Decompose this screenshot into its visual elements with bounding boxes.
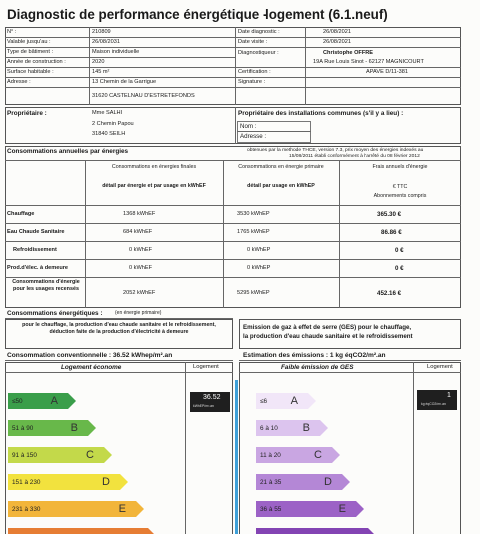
consumption-note-2: 15/08/2011 établi conformément à l'arrêté du 08 février 2012 (289, 154, 420, 159)
column-separator (235, 380, 238, 534)
energy-unit: kWhEP/m².an (193, 404, 214, 408)
row-label-total: Consommations d'énergie pour les usages recensés (12, 279, 80, 293)
info-value-certification: APAVE D/11-381 (366, 69, 408, 75)
title-right: logement (6.1.neuf) (265, 7, 388, 22)
energy_label-class-range: 231 à 330 (12, 505, 41, 513)
common-owner-nom: Nom : (240, 123, 257, 130)
ges-value: 1 (447, 392, 451, 399)
energy_label-class-arrow-tip (68, 393, 76, 409)
header-cost-top: Frais annuels d'énergie (372, 164, 428, 170)
row-ep-cooling: 0 kWhEP (247, 247, 271, 253)
row-cost-total: 452.16 € (377, 290, 402, 297)
info-label-type: Type de bâtiment : (7, 49, 54, 55)
header-ef-bold: détail par énergie et par usage en kWhEF (102, 183, 206, 189)
energy-section-title: Consommations énergétiques : (7, 310, 103, 317)
ges_label-class-bar (256, 393, 308, 409)
ges-unit: kg éqCO2/m².an (421, 402, 446, 406)
energy_label-class-bar (8, 447, 104, 463)
ges_label-class-arrow-tip (342, 474, 350, 490)
ges_label-class-arrow-tip (368, 528, 376, 534)
energy-label-logement: Logement (193, 364, 219, 370)
ges_label-class-letter: C (314, 449, 322, 461)
ges-description-1: Emission de gaz à effet de serre (GES) pour le chauffage, (243, 324, 412, 331)
energy_label-class-bar (8, 474, 120, 490)
energy_label-class-letter: E (118, 503, 126, 515)
header-ef-top: Consommations en énergies finales (111, 164, 197, 170)
info-label-number: N° : (7, 29, 17, 35)
row-ef-total: 2052 kWhEF (123, 290, 156, 296)
row-label-production: Prod.d'élec. à demeure (7, 265, 69, 271)
energy-label-header: Logement économe (61, 364, 122, 371)
header-ep-bold: détail par usage en kWhEP (247, 183, 315, 189)
row-label-heating: Chauffage (7, 211, 35, 217)
info-label-diag-date: Date diagnostic : (238, 29, 280, 35)
dpe-document (3, 0, 465, 534)
owner-label: Propriétaire : (7, 110, 47, 117)
row-label-hot-water: Eau Chaude Sanitaire (7, 229, 65, 235)
title-left: Diagnostic de performance énergétique - (7, 7, 268, 22)
ges_label-class-bar (256, 447, 332, 463)
ges_label-class-range: 11 à 20 (260, 451, 281, 459)
info-value-diag-date: 26/08/2021 (323, 29, 351, 35)
header-cost-mid: € TTC (392, 184, 408, 190)
ges_label-class-range: 6 à 10 (260, 424, 278, 432)
ges_label-class-bar (256, 528, 368, 534)
energy_label-class-range: ≤50 (12, 397, 23, 405)
consumption-title: Consommations annuelles par énergies (7, 148, 129, 155)
energy-value: 36.52 (203, 394, 221, 401)
ges_label-class-bar (256, 420, 320, 436)
row-ef-heating: 1368 kWhEF (123, 211, 156, 217)
document-title (7, 7, 459, 22)
info-value-year: 2020 (92, 59, 105, 65)
ges_label-class-letter: A (290, 395, 298, 407)
energy_label-class-arrow-tip (148, 528, 156, 534)
energy_label-class-range: 51 à 90 (12, 424, 34, 432)
info-label-surface: Surface habitable : (7, 69, 54, 75)
energy_label-class-arrow-tip (104, 447, 112, 463)
row-cost-heating: 365.30 € (377, 211, 402, 218)
info-label-visit-date: Date visite : (238, 39, 268, 45)
energy-section-note: (en énergie primaire) (115, 310, 162, 316)
row-label-cooling: Refroidissement (13, 247, 57, 253)
info-value-diagnostician: Christophe OFFRE (323, 50, 374, 56)
conventional-consumption: Consommation conventionnelle : 36.52 kWhep/m².an (7, 352, 173, 359)
info-label-address: Adresse : (7, 79, 31, 85)
energy_label-class-letter: B (70, 422, 78, 434)
header-cost-bottom: Abonnements compris (373, 193, 427, 199)
ges-description-2: la production d'eau chaude sanitaire et le refroidissement (243, 333, 413, 340)
ges_label-class-arrow-tip (332, 447, 340, 463)
info-value-surface: 145 m² (92, 69, 110, 75)
row-ep-total: 5295 kWhEP (237, 290, 270, 296)
energy_label-class-letter: C (86, 449, 94, 461)
row-ep-hot-water: 1765 kWhEP (237, 229, 270, 235)
info-label-signature: Signature : (238, 79, 266, 85)
ges_label-class-range: 36 à 55 (260, 505, 282, 513)
ges_label-class-arrow-tip (308, 393, 316, 409)
row-ep-production: 0 kWhEP (247, 265, 271, 271)
header-ep-top: Consommations en énergie primaire (238, 164, 324, 170)
owner-name: Mme SALHI (92, 110, 123, 116)
info-label-year: Année de construction : (7, 59, 66, 65)
row-ef-cooling: 0 kWhEF (129, 247, 153, 253)
common-owner-adresse: Adresse : (240, 133, 267, 140)
ges_label-class-arrow-tip (320, 420, 328, 436)
energy_label-class-range: 151 à 230 (12, 478, 41, 486)
common-owner-label: Propriétaire des installations communes (s'il y a lieu) : (238, 110, 404, 117)
info-box (5, 27, 461, 105)
ges_label-class-bar (256, 474, 342, 490)
ges_label-class-range: ≤6 (260, 397, 268, 405)
row-ef-hot-water: 684 kWhEF (123, 229, 153, 235)
emission-estimate: Estimation des émissions : 1 kg éqCO2/m².an (243, 352, 386, 359)
energy-description: pour le chauffage, la production d'eau chaude sanitaire et le refroidissement, déduction faite de la production d'électricité à demeure (22, 322, 216, 336)
ges-value-badge (417, 390, 457, 410)
info-value-number: 210809 (92, 29, 111, 35)
info-label-valid: Valable jusqu'au : (7, 39, 51, 45)
ges-label-logement: Logement (427, 364, 453, 370)
row-ef-production: 0 kWhEF (129, 265, 153, 271)
info-value-type: Maison individuelle (92, 49, 140, 55)
info-value-diagnostician-address: 19A Rue Louis Sinot - 62127 MAGNICOURT (313, 59, 424, 65)
row-cost-hot-water: 86.86 € (381, 229, 402, 236)
info-value-address: 13 Chemin de la Garrigue (92, 79, 157, 85)
info-value-address-line2: 31620 CASTELNAU D'ESTRETEFONDS (92, 93, 195, 99)
row-cost-cooling: 0 € (395, 247, 404, 254)
consumption-note-1: obtenues par la methode THCE, version 7.3, prix moyen des énergies indexés au (247, 148, 424, 153)
info-label-diagnostician: Diagnostiqueur : (238, 50, 279, 56)
energy_label-class-bar (8, 420, 88, 436)
row-ep-heating: 3530 kWhEP (237, 211, 270, 217)
energy_label-class-range: 91 à 150 (12, 451, 37, 459)
ges_label-class-letter: E (338, 503, 346, 515)
owner-city: 31840 SEILH (92, 131, 126, 137)
ges_label-class-range: 21 à 35 (260, 478, 282, 486)
energy_label-class-arrow-tip (136, 501, 144, 517)
info-value-visit-date: 26/08/2021 (323, 39, 351, 45)
ges_label-class-letter: D (324, 476, 332, 488)
info-value-valid: 26/08/2031 (92, 39, 120, 45)
energy_label-class-letter: A (50, 395, 58, 407)
energy_label-class-letter: D (102, 476, 110, 488)
ges_label-class-arrow-tip (356, 501, 364, 517)
energy_label-class-bar (8, 501, 136, 517)
energy_label-class-arrow-tip (120, 474, 128, 490)
info-label-certification: Certification : (238, 69, 271, 75)
energy_label-class-arrow-tip (88, 420, 96, 436)
ges_label-class-letter: B (302, 422, 310, 434)
energy_label-class-bar (8, 393, 68, 409)
energy_label-class-bar (8, 528, 148, 534)
ges-label-header: Faible émission de GES (281, 364, 354, 371)
ges_label-class-bar (256, 501, 356, 517)
owner-street: 2 Chemin Papou (92, 121, 134, 127)
row-cost-production: 0 € (395, 265, 404, 272)
